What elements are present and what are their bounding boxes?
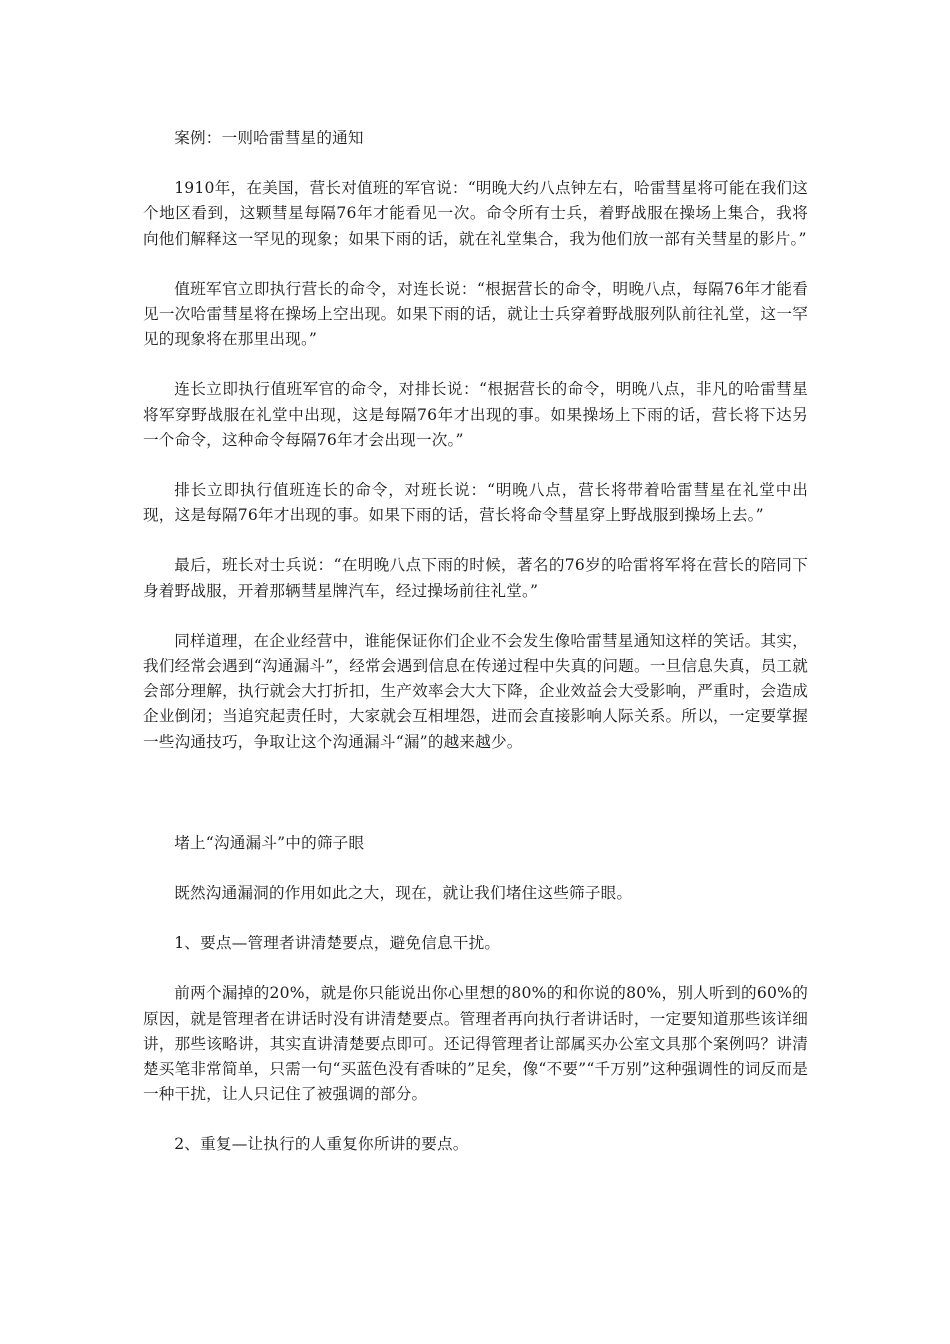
section-title: 堵上“沟通漏斗”中的筛子眼 — [174, 833, 365, 852]
list-item: 2、重复—让执行的人重复你所讲的要点。 — [174, 1135, 469, 1154]
list-item: 1、要点—管理者讲清楚要点，避免信息干扰。 — [174, 934, 501, 953]
paragraph: 既然沟通漏洞的作用如此之大，现在，就让我们堵住这些筛子眼。 — [174, 884, 633, 903]
case-title: 案例：一则哈雷彗星的通知 — [174, 129, 364, 147]
paragraph: 值班军官立即执行营长的命令，对连长说：“根据营长的命令，明晚八点，每隔76年才能看见一次哈雷彗星将在操场上空出现。如果下雨的话，就让士兵穿着野战服列队前往礼堂，这一罕见的现象将在那里出现。” — [143, 279, 808, 349]
document-page — [143, 126, 808, 1158]
paragraph: 前两个漏掉的20%，就是你只能说出你心里想的80%的和你说的80%，别人听到的60%的原因，就是管理者在讲话时没有讲清楚要点。管理者再向执行者讲话时，一定要知道那些该详细讲，那些该略讲，其实直讲清楚要点即可。还记得管理者让部属买办公室文具那个案例吗？讲清楚买笔非常简单，只需一句“买蓝色没有香味的”足矣，像“不要”“千万别”这种强调性的词反而是一种干扰，让人只记住了被强调的部分。 — [143, 984, 808, 1104]
paragraph: 同样道理，在企业经营中，谁能保证你们企业不会发生像哈雷彗星通知这样的笑话。其实，我们经常会遇到“沟通漏斗”，经常会遇到信息在传递过程中失真的问题。一旦信息失真，员工就会部分理解，执行就会大打折扣，生产效率会大大下降，企业效益会大受影响，严重时，会造成企业倒闭；当追究起责任时，大家就会互相埋怨，进而会直接影响人际关系。所以，一定要掌握一些沟通技巧，争取让这个沟通漏斗“漏”的越来越少。 — [143, 631, 808, 751]
paragraph: 最后，班长对士兵说：“在明晚八点下雨的时候，著名的76岁的哈雷将军将在营长的陪同下身着野战服，开着那辆彗星牌汽车，经过操场前往礼堂。” — [143, 556, 808, 600]
paragraph: 1910年，在美国，营长对值班的军官说：“明晚大约八点钟左右，哈雷彗星将可能在我们这个地区看到，这颗彗星每隔76年才能看见一次。命令所有士兵，着野战服在操场上集合，我将向他们解释这一罕见的现象；如果下雨的话，就在礼堂集合，我为他们放一部有关彗星的影片。” — [143, 179, 808, 248]
paragraph: 排长立即执行值班连长的命令，对班长说：“明晚八点，营长将带着哈雷彗星在礼堂中出现，这是每隔76年才出现的事。如果下雨的话，营长将命令彗星穿上野战服到操场上去。” — [143, 481, 808, 525]
paragraph: 连长立即执行值班军官的命令，对排长说：“根据营长的命令，明晚八点，非凡的哈雷彗星将军穿野战服在礼堂中出现，这是每隔76年才出现的事。如果操场上下雨的话，营长将下达另一个命令，这种命令每隔76年才会出现一次。” — [143, 380, 808, 449]
